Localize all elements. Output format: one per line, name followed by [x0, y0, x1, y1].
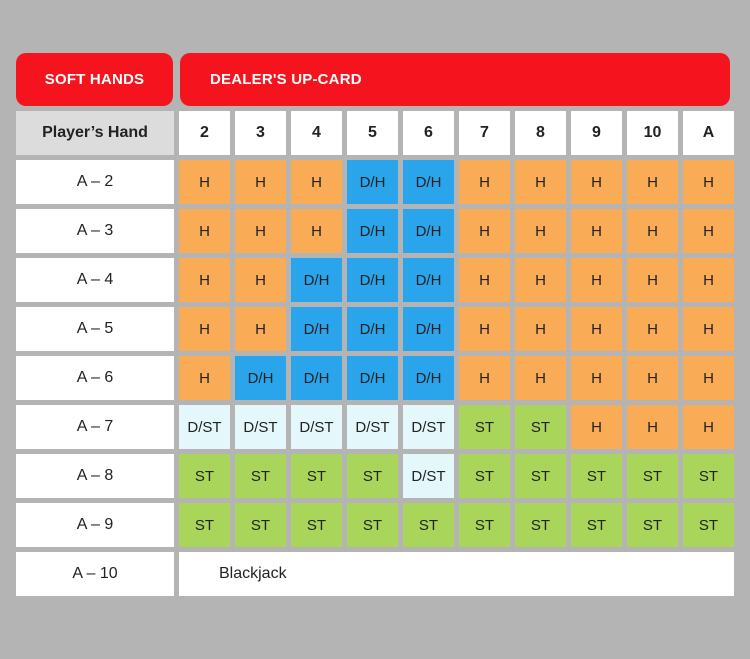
- action-cell: H: [459, 307, 510, 351]
- action-cell: H: [235, 160, 286, 204]
- player-hand-label: A – 10: [16, 552, 174, 596]
- strategy-grid: [16, 111, 732, 596]
- action-cell: D/H: [235, 356, 286, 400]
- action-cell: D/H: [347, 209, 398, 253]
- dealer-card-header: 3: [235, 111, 286, 155]
- action-cell: H: [179, 258, 230, 302]
- action-cell: H: [179, 209, 230, 253]
- action-cell: H: [683, 209, 734, 253]
- action-cell: D/H: [403, 258, 454, 302]
- action-cell: H: [571, 209, 622, 253]
- dealer-card-header: 9: [571, 111, 622, 155]
- action-cell: H: [459, 209, 510, 253]
- action-cell: ST: [627, 454, 678, 498]
- action-cell: D/H: [403, 160, 454, 204]
- action-cell: ST: [179, 503, 230, 547]
- action-cell: H: [515, 307, 566, 351]
- action-cell: ST: [235, 454, 286, 498]
- action-cell: ST: [347, 503, 398, 547]
- action-cell: ST: [515, 454, 566, 498]
- action-cell: H: [235, 307, 286, 351]
- action-cell: ST: [683, 454, 734, 498]
- soft-hands-title: SOFT HANDS: [16, 53, 173, 106]
- action-cell: H: [571, 307, 622, 351]
- action-cell: D/ST: [179, 405, 230, 449]
- action-cell: H: [291, 209, 342, 253]
- action-cell: H: [683, 160, 734, 204]
- action-cell: H: [291, 160, 342, 204]
- action-cell: D/H: [403, 209, 454, 253]
- player-hand-label: A – 5: [16, 307, 174, 351]
- action-cell: ST: [683, 503, 734, 547]
- action-cell: H: [515, 209, 566, 253]
- action-cell: D/ST: [235, 405, 286, 449]
- action-cell: ST: [179, 454, 230, 498]
- action-cell: ST: [291, 503, 342, 547]
- action-cell: H: [235, 258, 286, 302]
- action-cell: H: [179, 160, 230, 204]
- player-hand-label: A – 6: [16, 356, 174, 400]
- action-cell: ST: [627, 503, 678, 547]
- action-cell: D/ST: [403, 405, 454, 449]
- action-cell: H: [459, 356, 510, 400]
- dealer-upcard-title: DEALER'S UP-CARD: [180, 53, 730, 106]
- action-cell: H: [683, 356, 734, 400]
- dealer-card-header: 2: [179, 111, 230, 155]
- action-cell: H: [235, 209, 286, 253]
- action-cell: H: [179, 307, 230, 351]
- action-cell: ST: [403, 503, 454, 547]
- player-hand-label: A – 4: [16, 258, 174, 302]
- player-hand-label: A – 8: [16, 454, 174, 498]
- action-cell: H: [627, 258, 678, 302]
- action-cell: D/H: [403, 307, 454, 351]
- action-cell: ST: [571, 454, 622, 498]
- action-cell: D/H: [347, 307, 398, 351]
- action-cell: ST: [571, 503, 622, 547]
- dealer-card-header: 6: [403, 111, 454, 155]
- action-cell: H: [515, 356, 566, 400]
- action-cell: D/H: [291, 307, 342, 351]
- player-hand-label: A – 2: [16, 160, 174, 204]
- dealer-card-header: 10: [627, 111, 678, 155]
- action-cell: D/H: [403, 356, 454, 400]
- action-cell: D/H: [347, 356, 398, 400]
- action-cell: H: [459, 258, 510, 302]
- action-cell: H: [683, 405, 734, 449]
- action-cell: ST: [515, 405, 566, 449]
- action-cell: H: [515, 160, 566, 204]
- action-cell: H: [571, 160, 622, 204]
- action-cell: H: [683, 307, 734, 351]
- action-cell: H: [627, 356, 678, 400]
- dealer-card-header: 5: [347, 111, 398, 155]
- action-cell: ST: [235, 503, 286, 547]
- player-hand-column-header: Player’s Hand: [16, 111, 174, 155]
- blackjack-result: Blackjack: [179, 552, 734, 596]
- action-cell: H: [627, 405, 678, 449]
- action-cell: H: [627, 307, 678, 351]
- action-cell: H: [515, 258, 566, 302]
- action-cell: ST: [459, 405, 510, 449]
- action-cell: ST: [291, 454, 342, 498]
- action-cell: H: [683, 258, 734, 302]
- action-cell: H: [571, 356, 622, 400]
- player-hand-label: A – 7: [16, 405, 174, 449]
- action-cell: ST: [347, 454, 398, 498]
- action-cell: ST: [459, 503, 510, 547]
- action-cell: ST: [515, 503, 566, 547]
- chart-header: [16, 53, 732, 106]
- action-cell: H: [627, 209, 678, 253]
- action-cell: D/ST: [291, 405, 342, 449]
- dealer-card-header: 7: [459, 111, 510, 155]
- action-cell: D/H: [291, 356, 342, 400]
- player-hand-label: A – 9: [16, 503, 174, 547]
- action-cell: H: [571, 405, 622, 449]
- action-cell: H: [627, 160, 678, 204]
- action-cell: H: [459, 160, 510, 204]
- dealer-card-header: A: [683, 111, 734, 155]
- action-cell: D/H: [347, 160, 398, 204]
- action-cell: ST: [459, 454, 510, 498]
- soft-hands-strategy-chart: [16, 53, 732, 596]
- dealer-card-header: 8: [515, 111, 566, 155]
- action-cell: H: [571, 258, 622, 302]
- action-cell: D/H: [291, 258, 342, 302]
- action-cell: D/ST: [403, 454, 454, 498]
- action-cell: D/ST: [347, 405, 398, 449]
- action-cell: D/H: [347, 258, 398, 302]
- dealer-card-header: 4: [291, 111, 342, 155]
- player-hand-label: A – 3: [16, 209, 174, 253]
- action-cell: H: [179, 356, 230, 400]
